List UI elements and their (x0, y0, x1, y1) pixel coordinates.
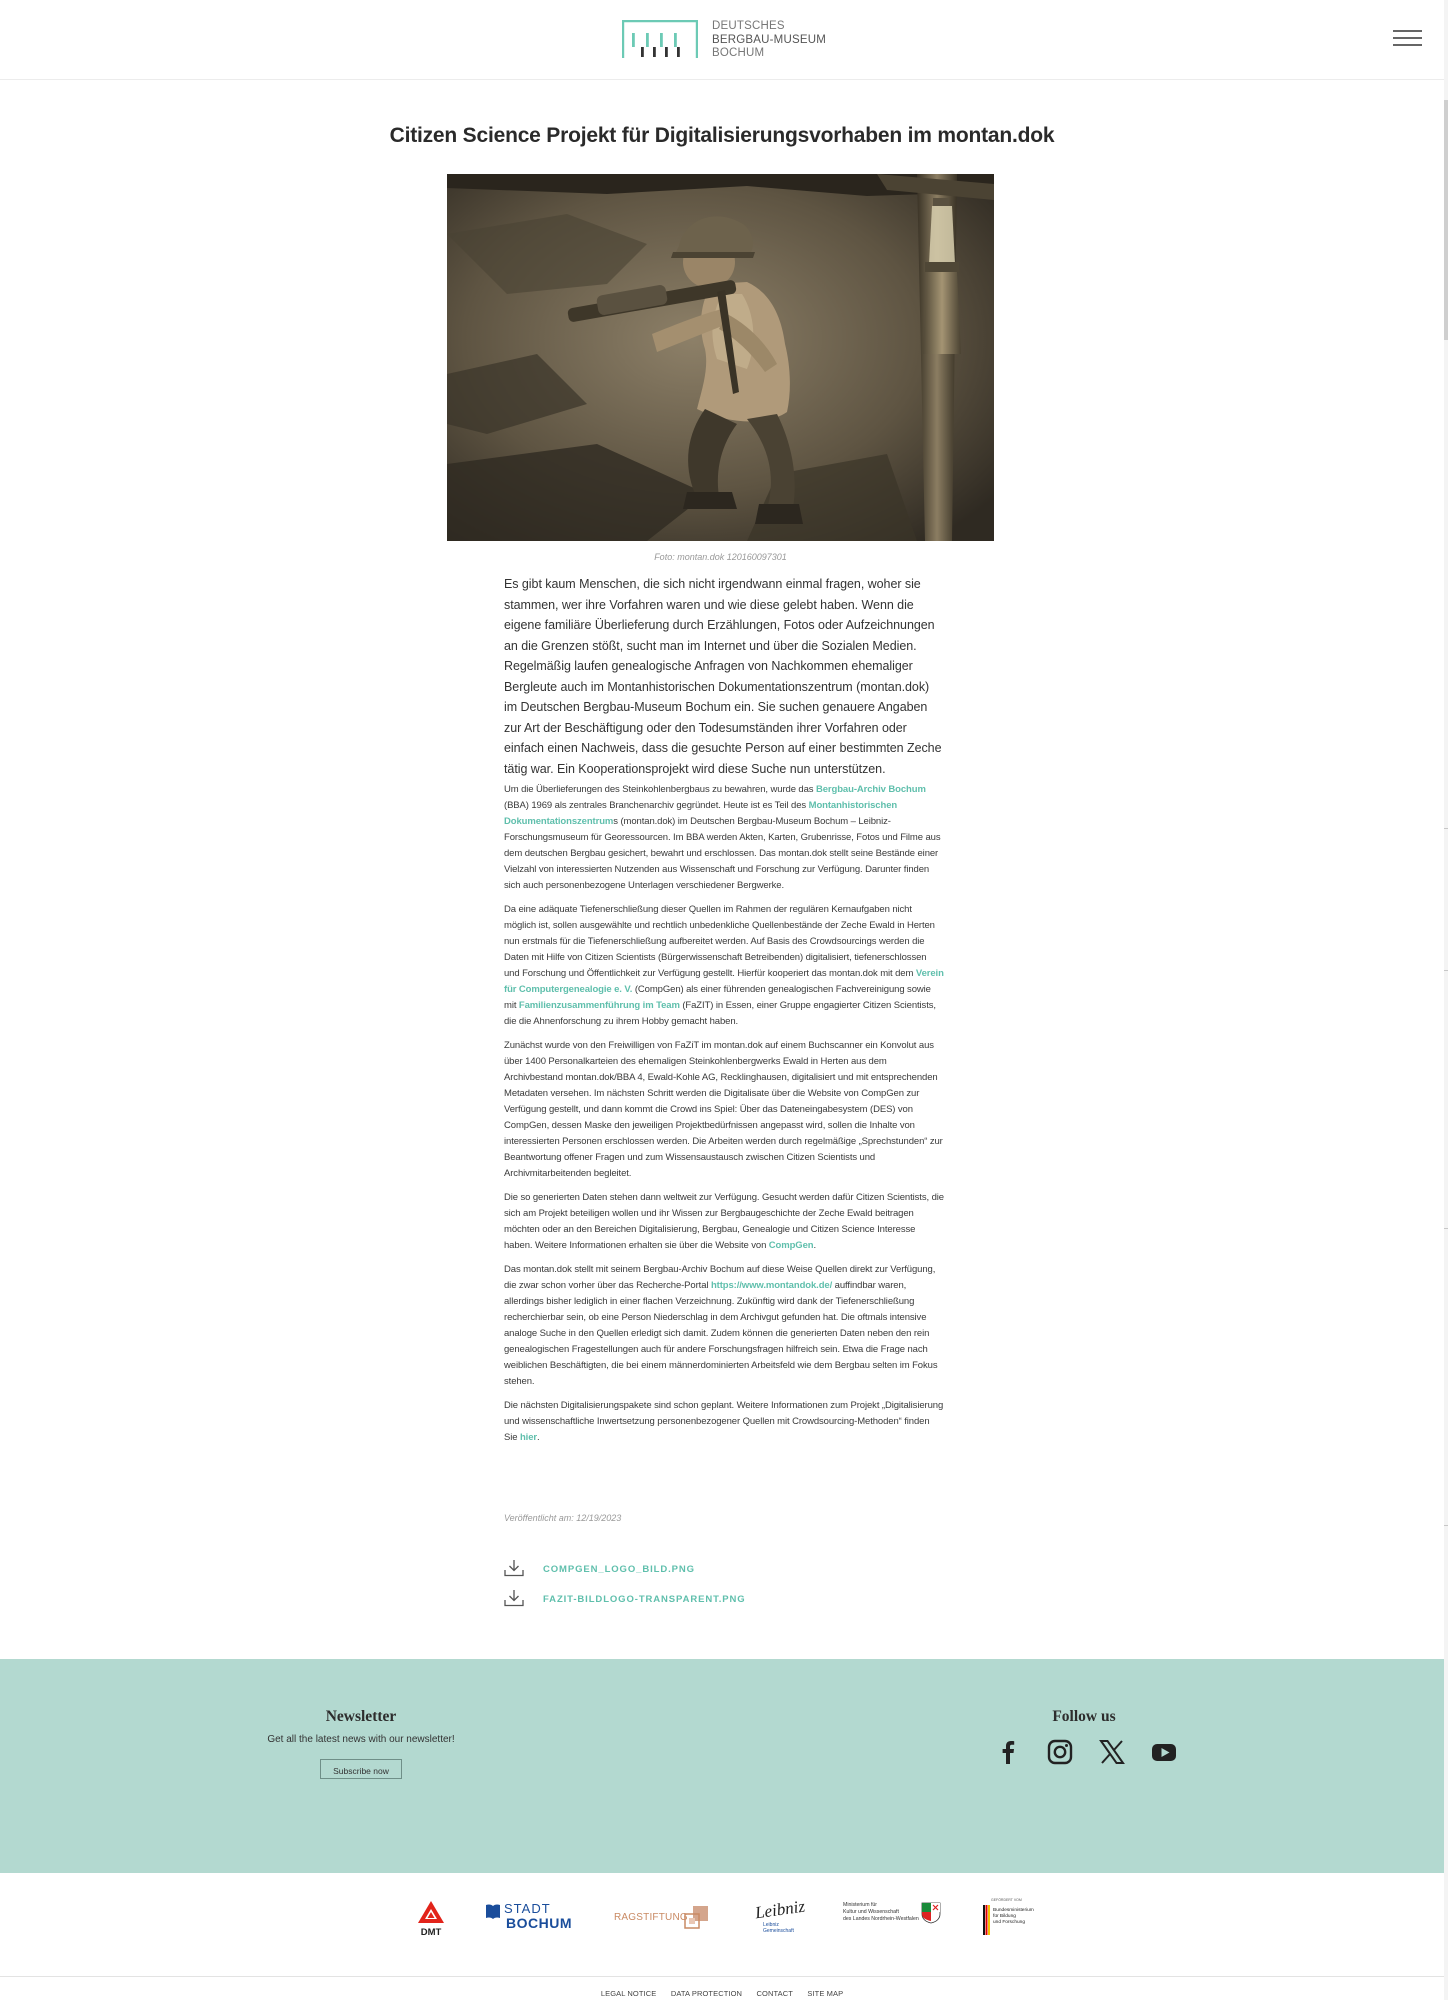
bmbf-line-3: und Forschung (993, 1920, 1025, 1925)
partner-logos (0, 1873, 1444, 1977)
bmbf-line-1: Bundesministerium (993, 1908, 1034, 1913)
bmbf-line-2: für Bildung (993, 1914, 1016, 1919)
leibniz-signature: Leibniz (753, 1896, 807, 1923)
follow-us-title: Follow us (1052, 1708, 1116, 1725)
site-header (0, 0, 1448, 80)
download-icon (504, 1589, 524, 1607)
nrw-ministry-logo[interactable] (843, 1902, 941, 1928)
compgen-link[interactable]: CompGen (768, 1240, 814, 1251)
nrw-crest-icon (921, 1902, 941, 1924)
paragraph-text: . (813, 1240, 817, 1251)
youtube-icon[interactable] (1149, 1737, 1179, 1767)
scrollbar-marker (1444, 970, 1448, 971)
logo-line-1: DEUTSCHES (712, 20, 785, 32)
nrw-line-2: Kultur und Wissenschaft (843, 1909, 899, 1915)
paragraph-text: auffindbar waren, allerdings bisher lediglich in einer flachen Verzeichnung. Zukünftig wird dank der Tiefenerschließung recherchierbar sein, ob eine Person Niederschlag in dem Archivgut gefunden hat. Die oftmals intensive analoge Suche in den Quellen erledigt sich damit. Zudem können die generierten Daten neben den rein genealogischen Fragestellungen auch für andere Forschungsfragen hilfreich sein. Etwa die Frage nach weiblichen Beschäftigten, die bei einem männerdominierten Arbeitsfeld wie dem Bergbau selten im Fokus stehen. (504, 1280, 938, 1387)
article-paragraph-3: Zunächst wurde von den Freiwilligen von FaZiT im montan.dok auf einem Buchscanner ein Konvolut aus über 1400 Personalkarteien des ehemaligen Steinkohlenbergwerks Ewald in Herten aus dem Archivbestand montan.dok/BBA 4, Ewald-Kohle AG, Recklinghausen, digitalisiert und mit entsprechenden Metadaten versehen. Im nächsten Schritt werden die Digitalisate über die Website von CompGen zur Verfügung gestellt, und dann kommt die Crowd ins Spiel: Über das Dateneingabesystem (DES) von CompGen, dessen Maske den jeweiligen Projektbedürfnissen angepasst wird, sollen die Inhalte von interessierten Personen erschlossen werden. Die Arbeiten werden durch regelmäßige „Sprechstunden“ zur Beantwortung offener Fragen und zum Wissensaustausch zwischen Citizen Scientists und Archivmitarbeitenden begleitet. (504, 1040, 943, 1179)
paragraph-text: (CompGen) als einer führenden genealogischen Fachvereinigung sowie mit (504, 984, 931, 1011)
scrollbar-marker (1444, 1228, 1448, 1229)
paragraph-text: Da eine adäquate Tiefenerschließung dieser Quellen im Rahmen der regulären Kernaufgaben nicht möglich ist, sollen ausgewählte und rechtlich unbedenkliche Quellenbestände der Zeche Ewald in Herten nun erstmals für die Tiefenerschließung aufbereitet werden. Auf Basis des Crowdsourcings werden die Daten mit Hilfe von Citizen Scientists (Bürgerwissenschaft Betreibenden) digitalisiert, tiefenerschlossen und Forschung und Öffentlichkeit zur Verfügung gestellt. Hierfür kooperiert das montan.dok mit dem (504, 904, 935, 979)
museum-logo-icon (622, 20, 698, 58)
paragraph-text: . (537, 1432, 540, 1443)
article-paragraph-5 (504, 1262, 944, 1390)
legal-notice-link[interactable]: LEGAL NOTICE (600, 1989, 657, 1998)
nrw-line-3: des Landes Nordrhein-Westfalen (843, 1916, 919, 1922)
photo-caption: Foto: montan.dok 120160097301 (654, 552, 787, 562)
download-label: FAZIT-BILDLOGO-TRANSPARENT.PNG (543, 1594, 746, 1605)
data-protection-link[interactable]: DATA PROTECTION (670, 1989, 743, 1998)
miner-photo-image (447, 174, 994, 541)
paragraph-text: Die nächsten Digitalisierungspakete sind schon geplant. Weitere Informationen zum Projekt „Digitalisierung und wissenschaftliche Inwertsetzung personenbezogener Quellen mit Crowdsourcing-Methoden“ finden Sie (504, 1400, 944, 1443)
bergbau-archiv-link[interactable]: Bergbau-Archiv Bochum (815, 784, 926, 795)
legal-links (0, 1976, 1444, 2001)
scrollbar-marker (1444, 1525, 1448, 1526)
site-footer (0, 1659, 1444, 1873)
logo-line-3: BOCHUM (712, 47, 765, 59)
logo-line-2: BERGBAU-MUSEUM (712, 33, 826, 46)
hier-link[interactable]: hier (519, 1432, 538, 1443)
site-map-link[interactable]: SITE MAP (807, 1989, 844, 1998)
scrollbar-marker (1444, 828, 1448, 829)
rag-squares-icon (684, 1905, 710, 1931)
dmt-label: DMT (420, 1927, 442, 1938)
download-icon (504, 1559, 524, 1577)
contact-link[interactable]: CONTACT (756, 1989, 793, 1998)
montan-dok-link[interactable]: Montanhistorischen Dokumentationszentrum (504, 800, 898, 827)
book-icon (485, 1903, 501, 1920)
hamburger-menu-icon[interactable] (1393, 30, 1422, 48)
newsletter-title: Newsletter (325, 1708, 397, 1725)
facebook-icon[interactable] (993, 1737, 1023, 1767)
leibniz-logo[interactable] (753, 1896, 807, 1938)
page-title: Citizen Science Projekt für Digitalisierungsvorhaben im montan.dok (389, 124, 1055, 147)
leibniz-sub-2: Gemeinschaft (763, 1928, 794, 1934)
paragraph-text: (FaZIT) in Essen, einer Gruppe engagierter Citizen Scientists, die die Ahnenforschung zu ihrem Hobby gemacht haben. (504, 1000, 936, 1027)
museum-logo-text (712, 20, 826, 61)
paragraph-text: Das montan.dok stellt mit seinem Bergbau-Archiv Bochum auf diese Weise Quellen direkt zur Verfügung, die zwar schon vorher über das Recherche-Portal (504, 1264, 936, 1291)
stadt-bochum-logo[interactable] (485, 1903, 575, 1933)
article-body (504, 574, 944, 1454)
instagram-icon[interactable] (1045, 1737, 1075, 1767)
newsletter-text: Get all the latest news with our newsletter! (267, 1734, 455, 1745)
nrw-line-1: Ministerium für (843, 1902, 878, 1908)
paragraph-text: Die so generierten Daten stehen dann weltweit zur Verfügung. Gesucht werden dafür Citizen Scientists, die sich am Projekt beteiligen wollen und ihr Wissen zur Bergbaugeschichte der Zeche Ewald beitragen möchten oder an den Bereichen Digitalisierung, Bergbau, Genealogie und Citizen Science Interesse haben. Weitere Informationen erhalten sie über die Website von (504, 1192, 944, 1251)
fazit-link[interactable]: Familienzusammenführung im Team (518, 1000, 680, 1011)
scrollbar-thumb[interactable] (1444, 100, 1448, 340)
download-compgen-logo[interactable] (504, 1559, 924, 1579)
leibniz-sub-1: Leibniz (763, 1922, 779, 1928)
paragraph-text: s (montan.dok) im Deutschen Bergbau-Museum Bochum – Leibniz-Forschungsmuseum für Georessourcen. Im BBA werden Akten, Karten, Grubenrisse, Fotos und Filme aus dem deutschen Bergbau gesichert, bewahrt und erschlossen. Das montan.dok stellt seine Bestände einer Vielzahl von interessierten Nutzenden aus Wissenschaft und Forschung zur Verfügung. Darunter finden sich auch personenbezogene Unterlagen verschiedener Bergwerke. (504, 816, 941, 891)
rag-label: RAGSTIFTUNG (614, 1912, 688, 1923)
compgen-verein-link[interactable]: Verein für Computergenealogie e. V. (504, 968, 944, 995)
article-paragraph-2 (504, 902, 944, 1030)
stadt-label: STADT (504, 1901, 551, 1916)
article-photo (447, 174, 994, 541)
dmt-logo[interactable] (417, 1900, 445, 1940)
download-fazit-logo[interactable] (504, 1589, 924, 1609)
bmbf-logo[interactable] (983, 1898, 1035, 1940)
montandok-portal-link[interactable]: https://www.montandok.de/ (710, 1280, 833, 1291)
x-icon[interactable] (1097, 1737, 1127, 1767)
bochum-label: BOCHUM (506, 1915, 572, 1931)
bmbf-funded-by: GEFÖRDERT VOM (991, 1898, 1022, 1902)
paragraph-text: (BBA) 1969 als zentrales Branchenarchiv gegründet. Heute ist es Teil des (504, 800, 809, 811)
museum-logo[interactable] (622, 20, 832, 58)
article-paragraph-6 (504, 1398, 944, 1446)
published-date: Veröffentlicht am: 12/19/2023 (504, 1513, 622, 1523)
article-lead: Es gibt kaum Menschen, die sich nicht irgendwann einmal fragen, woher sie stammen, wer ihre Vorfahren waren und wie diese gelebt haben. Wenn die eigene familiäre Überlieferung durch Erzählungen, Fotos oder Aufzeichnungen an die Grenzen stößt, sucht man im Internet und über die Sozialen Medien. Regelmäßig laufen genealogische Anfragen von Nachkommen ehemaliger Bergleute auch im Montanhistorischen Dokumentationszentrum (montan.dok) im Deutschen Bergbau-Museum Bochum ein. Sie suchen genauere Angaben zur Art der Beschäftigung oder den Todesumständen ihrer Vorfahren oder einfach einen Nachweis, dass die gesuchte Person auf einer bestimmten Zeche tätig war. Ein Kooperationsprojekt wird diese Suche nun unterstützen. (504, 577, 942, 776)
german-flag-icon (983, 1905, 990, 1935)
page-scrollbar[interactable] (1444, 0, 1448, 2000)
article-paragraph-1 (504, 782, 944, 894)
paragraph-text: Um die Überlieferungen des Steinkohlenbergbaus zu bewahren, wurde das (504, 784, 816, 795)
article-paragraph-4 (504, 1190, 944, 1254)
subscribe-button[interactable]: Subscribe now (320, 1759, 402, 1779)
rag-stiftung-logo[interactable] (614, 1905, 710, 1931)
download-label: COMPGEN_LOGO_BILD.PNG (543, 1564, 695, 1575)
